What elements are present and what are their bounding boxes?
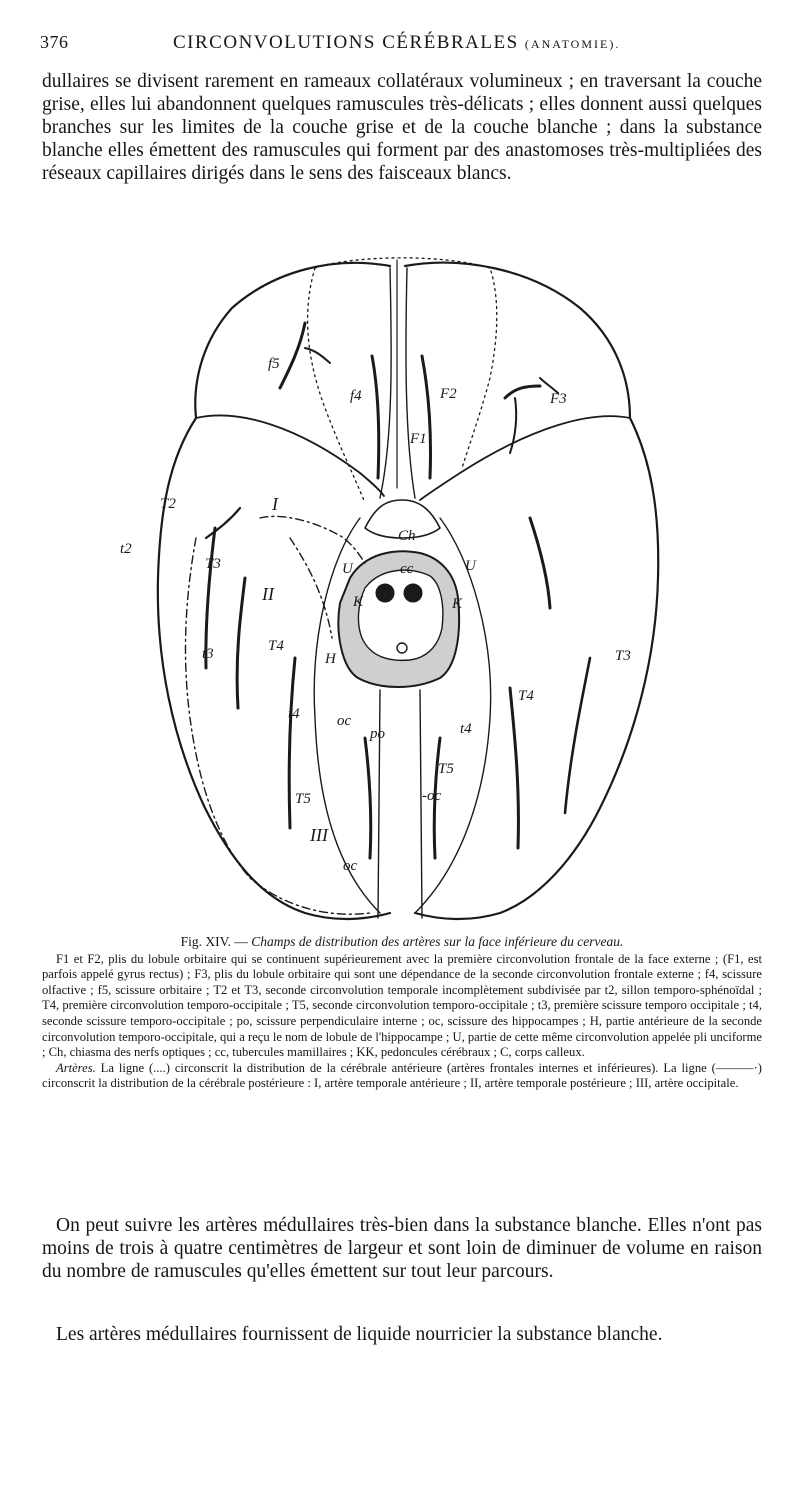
running-title-text: CIRCONVOLUTIONS CÉRÉBRALES (173, 32, 519, 53)
label-H: H (325, 651, 336, 667)
label-F2: F2 (440, 386, 457, 402)
label-t4-right: t4 (460, 721, 472, 737)
label-t4-left: t4 (288, 706, 300, 722)
label-T3-right: T3 (615, 648, 631, 664)
label-I: I (272, 494, 278, 514)
label-U-right: U (465, 558, 476, 574)
caption-title (42, 934, 762, 950)
label-II: II (262, 584, 274, 604)
sulcus-temporal-right (565, 658, 590, 813)
brain-diagram (110, 238, 680, 928)
label-f5: f5 (268, 356, 280, 372)
running-subtitle: (ANATOMIE). (524, 37, 621, 51)
label-III: III (310, 825, 328, 845)
label-T4-left: T4 (268, 638, 284, 654)
sulcus-po-left (365, 738, 371, 858)
sulcus-f3 (505, 386, 540, 398)
label-U-left: U (342, 561, 353, 577)
label-t2: t2 (120, 541, 132, 557)
frontal-lower-left (196, 415, 384, 496)
page-number: 376 (40, 32, 69, 52)
sulcus-f4-right (422, 356, 431, 478)
label-T5-right: T5 (438, 761, 454, 777)
label-T3-left: T3 (205, 556, 221, 572)
brainstem-left (378, 690, 380, 918)
label-T2: T2 (160, 496, 176, 512)
label-K-left: K (353, 594, 364, 610)
label-cc: cc (400, 561, 414, 577)
caption-fig-number: Fig. XIV. — (180, 934, 248, 949)
caption-arteres-text: La ligne (....) circonscrit la distribution de la cérébrale antérieure (artères frontales internes et inférieures). La ligne (———·) circonscrit la distribution de la cérébrale postérieure : I, artère temporale antérieure ; II, artère temporale postérieure ; III, artère occipitale. (42, 1060, 762, 1091)
frontal-lower-right (420, 416, 630, 500)
label-T5-left: T5 (295, 791, 311, 807)
label-Ch: Ch (398, 528, 416, 544)
paragraph-top: dullaires se divisent rarement en rameaux collatéraux volumineux ; en traversant la couche grise, elles lui abandonnent quelques ramuscules très-délicats ; elles donnent aussi quelques branches sur les limites de la couche grise et de la couche blanche ; dans la substance blanche elles émettent des ramuscules qui forment par des anastomoses très-multipliées des réseaux capillaires dirigés dans le sens des faisceaux blancs. (42, 71, 762, 184)
label-oc-1: oc (337, 713, 352, 729)
label-oc-2: -oc (422, 788, 442, 804)
page-header (40, 32, 760, 60)
label-po: po (370, 726, 385, 742)
paragraph-bottom-1: On peut suivre les artères médullaires très-bien dans la substance blanche. Elles n'ont pas moins de trois à quatre centimètres de largeur et sont loin de diminuer de volume en raison du nombre de ramuscules qu'elles émettent sur tout leur parcours. (42, 1215, 762, 1282)
sulcus-t4-right (510, 688, 518, 848)
running-title (173, 32, 620, 54)
label-K-right: K (452, 596, 463, 612)
sulcus-right-1 (530, 518, 550, 608)
caption-arteres (42, 1061, 762, 1092)
label-oc-3: oc (343, 858, 358, 874)
brain-figure (110, 238, 680, 928)
label-F1: F1 (410, 431, 427, 447)
caption-body: F1 et F2, plis du lobule orbitaire qui se continuent supérieurement avec la première circonvolution frontale de la face externe ; (F1, est parfois appelé gyrus rectus) ; F3, plis du lobule orbitaire qui sont une dépendance de la seconde circonvolution frontale externe ; f4, scissure olfactive ; f5, scissure orbitaire ; T2 et T3, seconde circonvolution temporale incomplètement subdivisée par t2, sillon temporo-sphénoïdal ; T4, première circonvolution temporo-occipitale ; T5, seconde circonvolution temporo-occipitale ; t3, première scissure temporo occipitale ; t4, seconde scissure temporo-occipitale ; po, scissure perpendiculaire interne ; oc, scissure des hippocampes ; H, partie antérieure de la seconde circonvolution temporo-occipitale, qui a reçu le nom de lobule de l'hippocampe ; U, partie de cette même circonvolution appelée pli unciforme ; Ch, chiasma des nerfs optiques ; cc, tubercules mamillaires ; KK, pedoncules cérébraux ; C, corps calleux. (42, 951, 762, 1060)
mammillary-body-right (404, 584, 422, 602)
sulcus-f4 (372, 356, 379, 478)
label-f4: f4 (350, 388, 362, 404)
label-T4-right: T4 (518, 688, 534, 704)
brainstem-right (420, 690, 422, 918)
caption-fig-name: Champs de distribution des artères sur la face inférieure du cerveau. (251, 934, 624, 949)
label-F3: F3 (550, 391, 567, 407)
sulcus-t3 (237, 578, 245, 708)
mammillary-body-left (376, 584, 394, 602)
sulcus-f5 (280, 323, 305, 388)
posterior-artery-line-right (260, 516, 365, 563)
figure-caption (42, 934, 762, 1092)
paragraph-bottom-2: Les artères médullaires fournissent de liquide nourricier la substance blanche. (56, 1324, 663, 1345)
caption-arteres-lead: Artères. (56, 1060, 96, 1075)
label-t3: t3 (202, 646, 214, 662)
